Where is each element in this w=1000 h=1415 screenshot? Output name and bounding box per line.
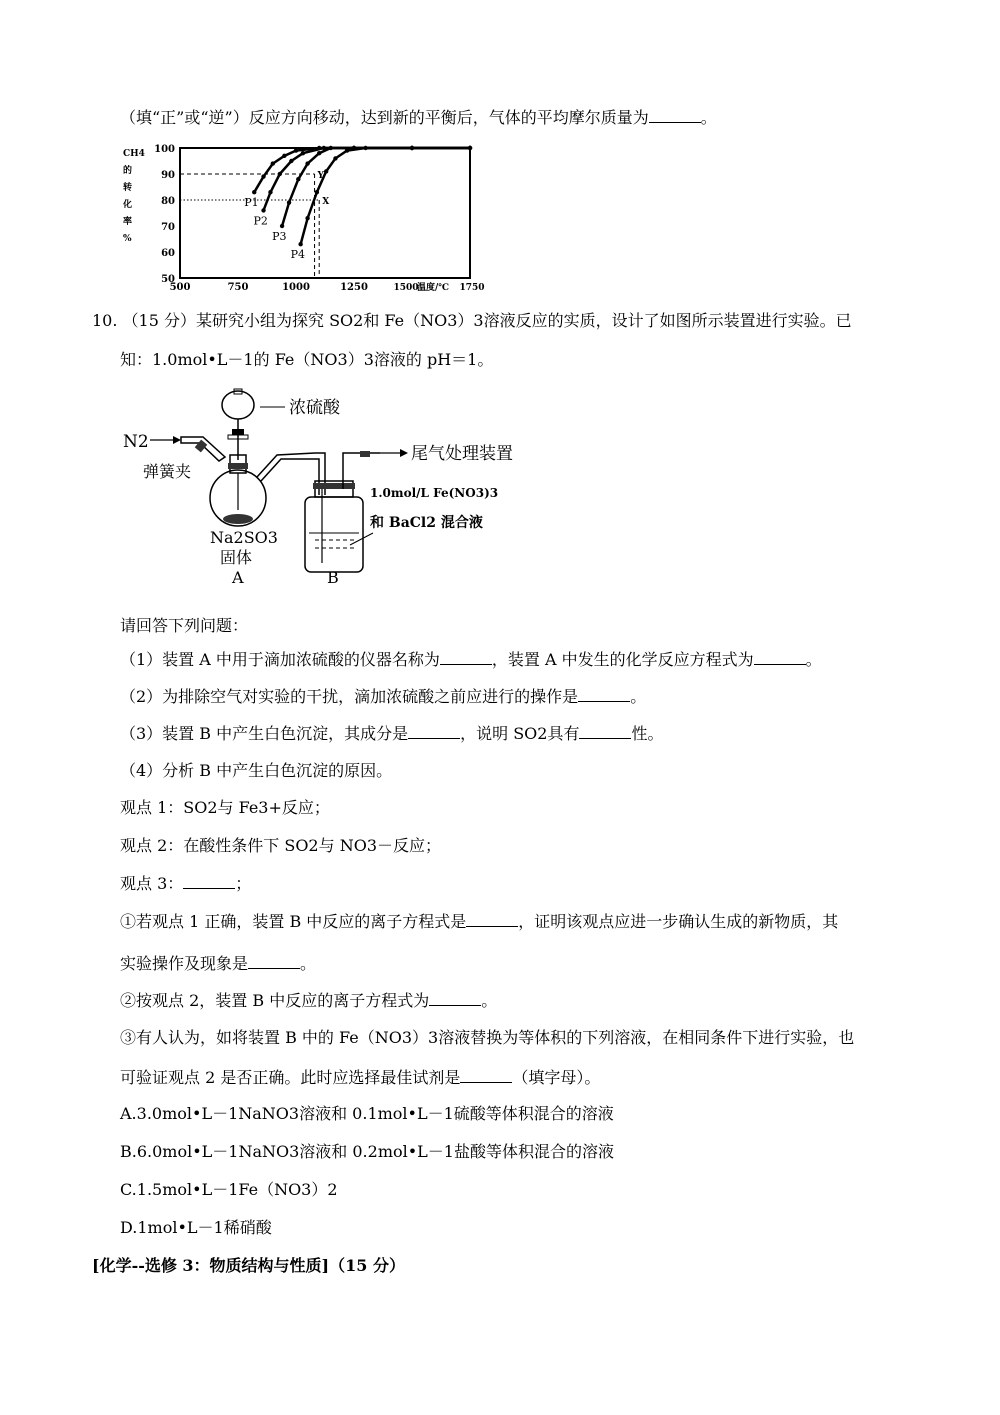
flask-label-1: Na2SO3 — [210, 528, 278, 547]
answer-blank[interactable] — [440, 650, 492, 665]
data-point — [315, 190, 319, 194]
ch4-conversion-chart — [115, 140, 485, 292]
data-point — [282, 154, 286, 158]
x-tick-label: 1250 — [340, 282, 368, 292]
apparatus-diagram — [115, 385, 545, 590]
data-point — [294, 148, 298, 152]
intro-line: （填“正”或“逆”）反应方向移动，达到新的平衡后，气体的平均摩尔质量为 。 — [120, 108, 717, 127]
annotation-Y: Y — [317, 171, 324, 181]
data-point — [324, 169, 328, 173]
data-point — [271, 161, 275, 165]
q10-line1: 10. （15 分）某研究小组为探究 SO2和 Fe（NO3）3溶液反应的实质，设计了如图所示装置进行实验。已 — [92, 311, 852, 330]
data-point — [287, 200, 291, 204]
y-label-char: 转 — [123, 183, 133, 193]
data-point — [252, 190, 256, 194]
case-3-line1: ③有人认为，如将装置 B 中的 Fe（NO3）3溶液替换为等体积的下列溶液，在相同条件下进行实验，也 — [120, 1028, 855, 1047]
q1: （1）装置 A 中用于滴加浓硫酸的仪器名称为 ，装置 A 中发生的化学反应方程式为 。 — [120, 650, 822, 669]
answer-blank[interactable] — [248, 954, 300, 969]
separatory-funnel — [222, 391, 254, 419]
option-a: A.3.0mol•L－1NaNO3溶液和 0.1mol•L－1硫酸等体积混合的溶液 — [120, 1104, 614, 1123]
data-point — [345, 148, 349, 152]
chart-series — [244, 146, 472, 261]
y-label-char: CH4 — [123, 149, 145, 159]
q10-line2: 知：1.0mol•L－1的 Fe（NO3）3溶液的 pH＝1。 — [120, 350, 494, 369]
section-heading: [化学--选修 3：物质结构与性质]（15 分） — [92, 1256, 405, 1275]
answer-blank[interactable] — [754, 650, 806, 665]
data-point — [305, 161, 309, 165]
data-point — [329, 146, 333, 150]
data-point — [305, 216, 309, 220]
bottle-b — [305, 497, 363, 572]
solution-label-1: 1.0mol/L Fe(NO3)3 — [370, 486, 499, 500]
series-line-P1 — [254, 148, 470, 192]
series-label: P4 — [290, 248, 306, 262]
tail-label: 尾气处理装置 — [411, 444, 513, 464]
option-c: C.1.5mol•L－1Fe（NO3）2 — [120, 1180, 338, 1199]
n2-label: N2 — [123, 432, 149, 452]
series-line-P2 — [264, 148, 470, 210]
solution-label-2: 和 BaCl2 混合液 — [370, 515, 483, 531]
y-tick-label: 80 — [161, 196, 175, 207]
clamp-icon — [195, 440, 208, 453]
clamp-label: 弹簧夹 — [143, 462, 192, 481]
data-point — [317, 151, 321, 155]
acid-label: 浓硫酸 — [289, 398, 340, 418]
chart-y-ticks — [154, 144, 175, 285]
x-tick-label: 500 — [169, 282, 191, 292]
view-3: 观点 3： ； — [120, 874, 252, 893]
y-label-char: 率 — [123, 217, 133, 227]
label-b: B — [327, 568, 339, 587]
chart-frame — [180, 148, 470, 278]
data-point — [363, 146, 367, 150]
data-point — [268, 190, 272, 194]
chart-y-label — [122, 149, 145, 244]
data-point — [298, 242, 302, 246]
answer-blank[interactable] — [408, 724, 460, 739]
data-point — [301, 151, 305, 155]
answer-blank[interactable] — [649, 108, 701, 123]
y-tick-label: 50 — [161, 274, 175, 285]
answer-blank[interactable] — [578, 687, 630, 702]
answer-blank[interactable] — [460, 1068, 512, 1083]
data-point — [261, 208, 265, 212]
x-tick-label: 750 — [227, 282, 249, 292]
prompt: 请回答下列问题： — [120, 616, 249, 635]
y-label-char: % — [123, 234, 132, 244]
data-point — [410, 146, 414, 150]
data-point — [289, 159, 293, 163]
data-point — [333, 156, 337, 160]
option-d: D.1mol•L－1稀硝酸 — [120, 1218, 272, 1237]
chart-x-label: 温度/℃ — [417, 283, 450, 292]
annotation-X: X — [322, 197, 330, 207]
flask-label-2: 固体 — [220, 548, 253, 567]
answer-blank[interactable] — [429, 991, 481, 1006]
x-tick-label: 1750 — [459, 283, 485, 292]
view-2: 观点 2：在酸性条件下 SO2与 NO3－反应； — [120, 836, 441, 855]
data-point — [261, 174, 265, 178]
case-1-line2: 实验操作及现象是 。 — [120, 954, 317, 973]
y-tick-label: 100 — [154, 144, 175, 155]
y-tick-label: 90 — [161, 170, 175, 181]
case-1-line1: ①若观点 1 正确，装置 B 中反应的离子方程式是 ，证明该观点应进一步确认生成的新物质，其 — [120, 912, 839, 931]
label-a: A — [232, 568, 244, 587]
series-label: P3 — [272, 230, 287, 243]
option-b: B.6.0mol•L－1NaNO3溶液和 0.2mol•L－1盐酸等体积混合的溶液 — [120, 1142, 614, 1161]
data-point — [296, 177, 300, 181]
q3: （3）装置 B 中产生白色沉淀，其成分是 ，说明 SO2具有 性。 — [120, 724, 664, 743]
series-label: P2 — [253, 214, 268, 228]
q4: （4）分析 B 中产生白色沉淀的原因。 — [120, 761, 393, 780]
data-point — [468, 146, 472, 150]
y-label-char: 化 — [123, 200, 133, 210]
answer-blank[interactable] — [466, 912, 518, 927]
answer-blank[interactable] — [579, 724, 631, 739]
q2: （2）为排除空气对实验的干扰，滴加浓硫酸之前应进行的操作是 。 — [120, 687, 647, 706]
data-point — [280, 224, 284, 228]
data-point — [278, 172, 282, 176]
case-3-line2: 可验证观点 2 是否正确。此时应选择最佳试剂是 （填字母）。 — [120, 1068, 601, 1087]
view-1: 观点 1：SO2与 Fe3+反应； — [120, 798, 330, 817]
y-tick-label: 70 — [161, 222, 175, 233]
answer-blank[interactable] — [183, 874, 235, 889]
x-tick-label: 1500 — [393, 283, 419, 292]
series-label: P1 — [244, 196, 259, 210]
x-tick-label: 1000 — [282, 282, 310, 292]
case-2: ②按观点 2，装置 B 中反应的离子方程式为 。 — [120, 991, 498, 1010]
y-label-char: 的 — [123, 166, 133, 176]
y-tick-label: 60 — [161, 248, 175, 259]
chart-guides — [180, 174, 319, 278]
